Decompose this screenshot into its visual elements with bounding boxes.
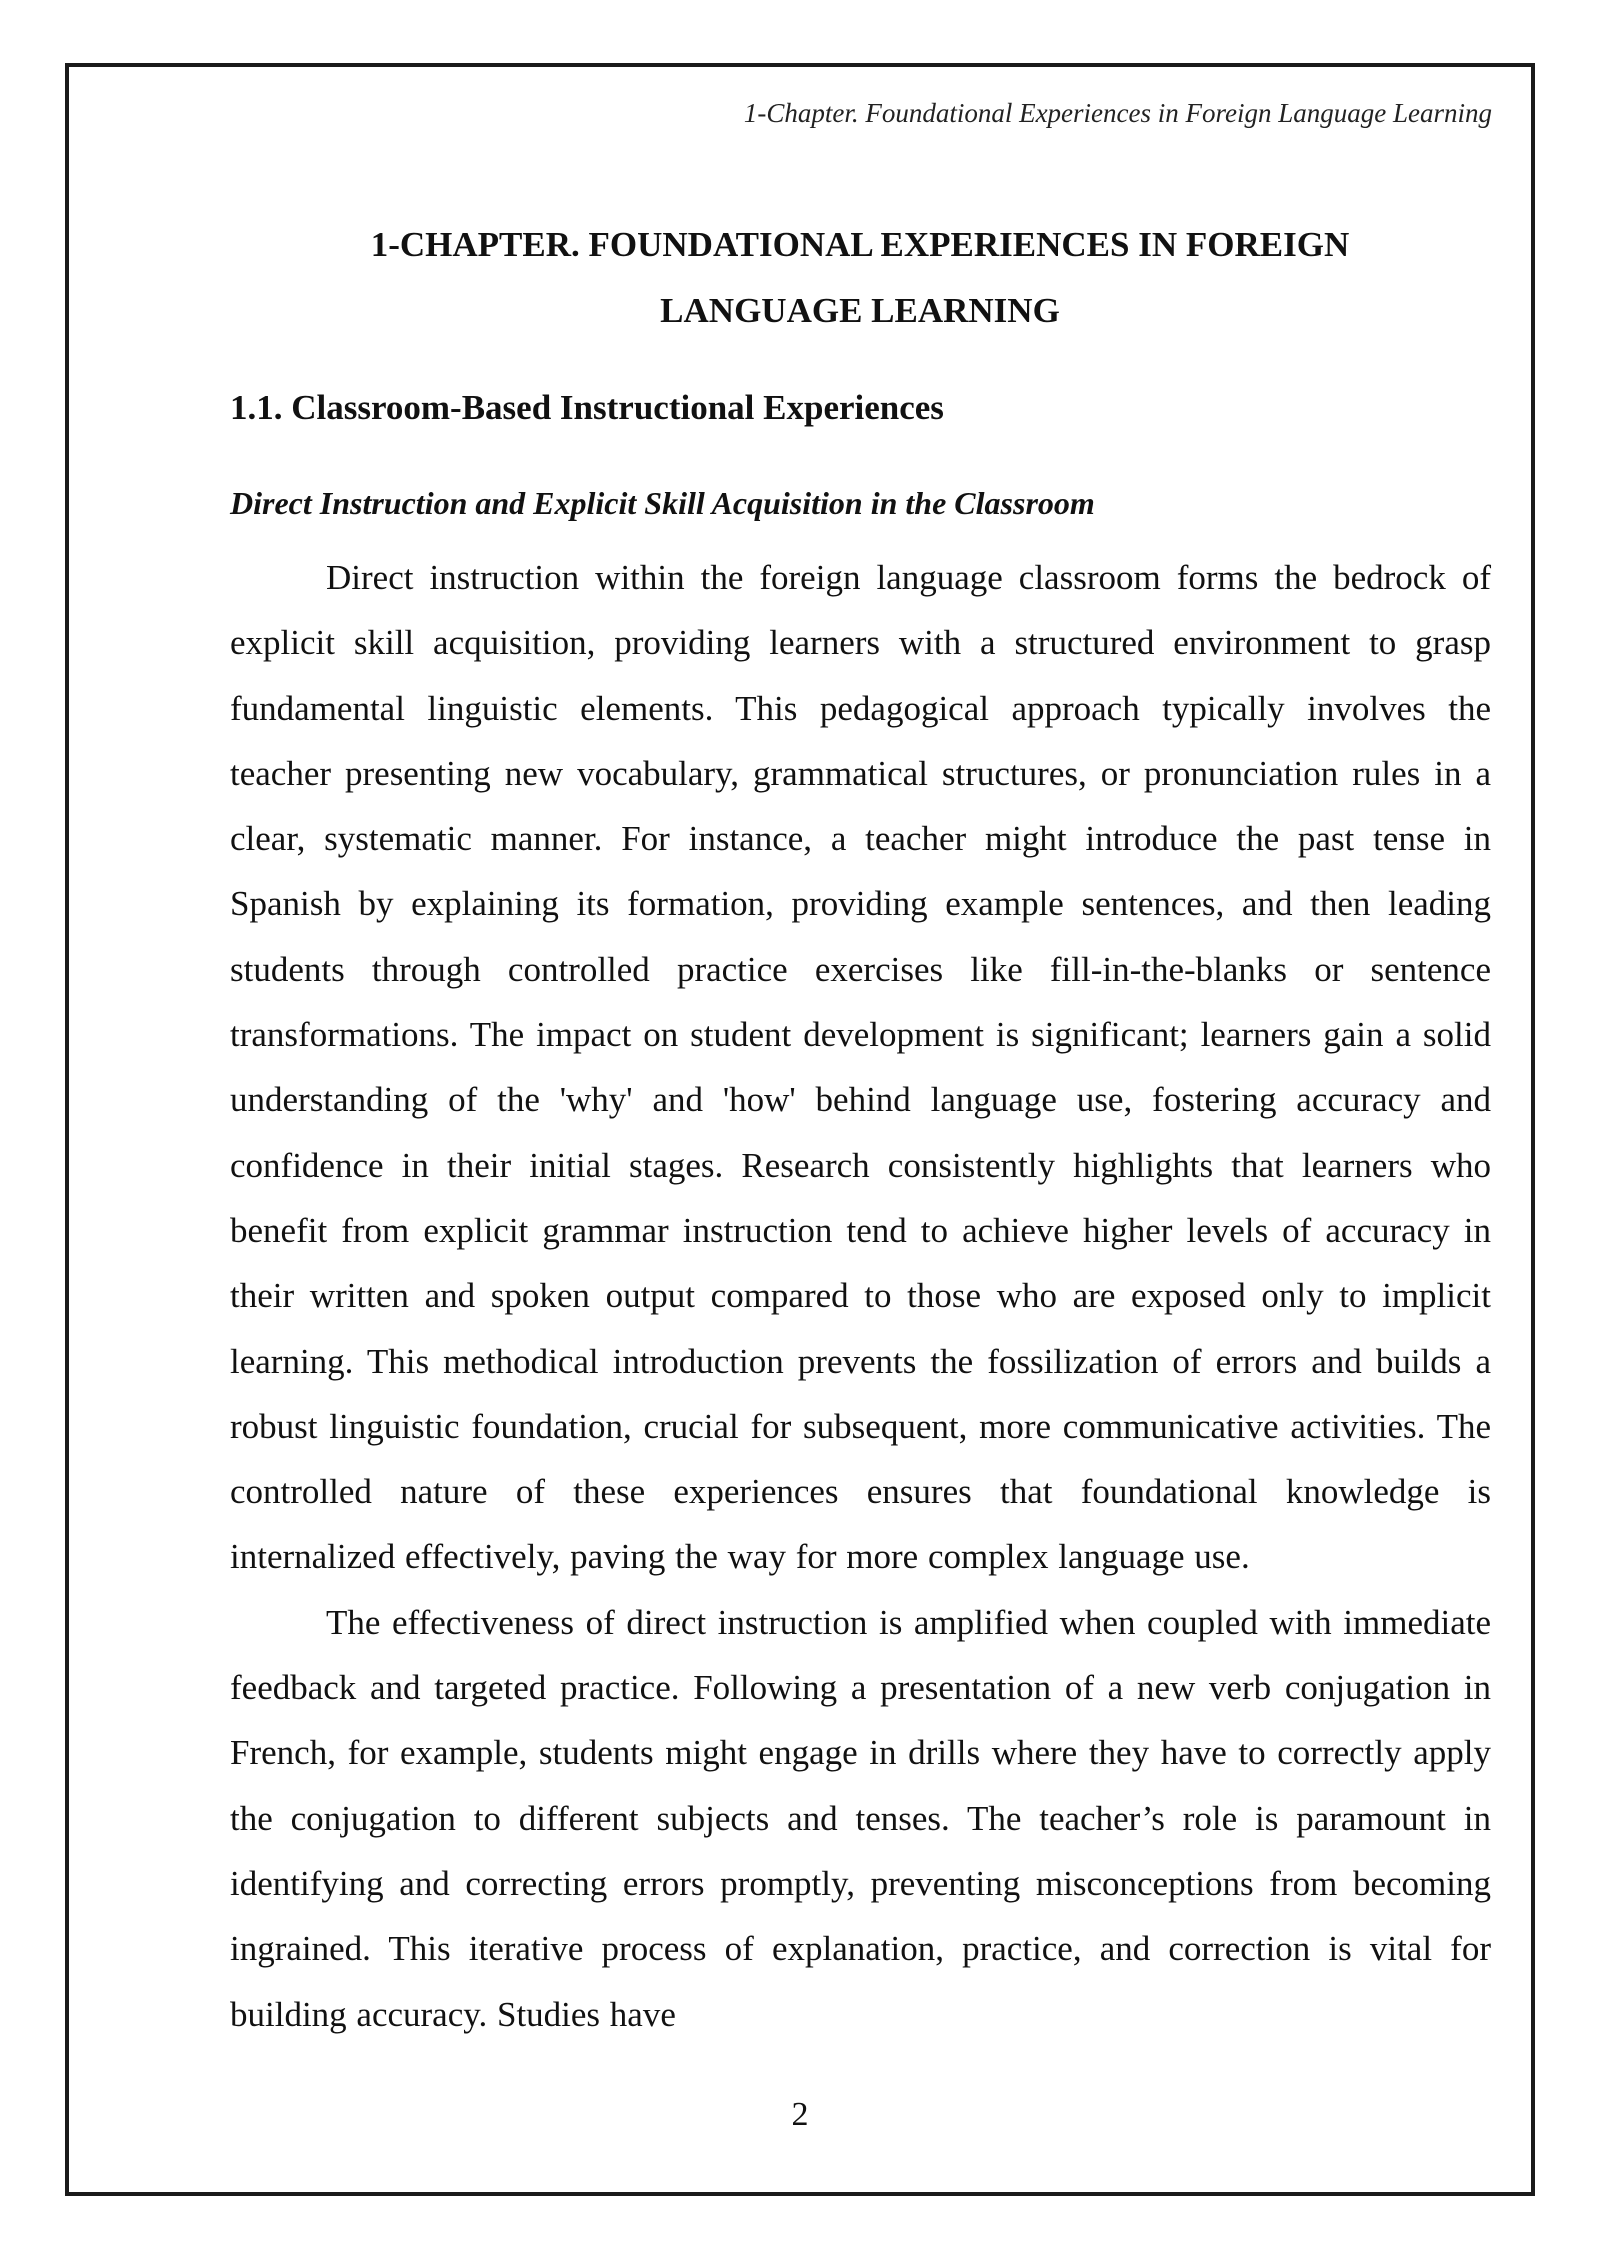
subsection-heading: Direct Instruction and Explicit Skill Acquisition in the Classroom (230, 485, 1095, 521)
section-heading: 1.1. Classroom-Based Instructional Experiences (230, 388, 944, 427)
chapter-title (230, 212, 1490, 344)
running-header: 1-Chapter. Foundational Experiences in Foreign Language Learning (743, 98, 1492, 128)
paragraph-1: Direct instruction within the foreign language classroom forms the bedrock of explicit skill acquisition, providing learners with a structured environment to grasp fundamental linguistic elements. This pedagogical approach typically involves the teacher presenting new vocabulary, grammatical structures, or pronunciation rules in a clear, systematic manner. For instance, a teacher might introduce the past tense in Spanish by explaining its formation, providing example sentences, and then leading students through controlled practice exercises like fill-in-the-blanks or sentence transformations. The impact on student development is significant; learners gain a solid understanding of the 'why' and 'how' behind language use, fostering accuracy and confidence in their initial stages. Research consistently highlights that learners who benefit from explicit grammar instruction tend to achieve higher levels of accuracy in their written and spoken output compared to those who are exposed only to implicit learning. This methodical introduction prevents the fossilization of errors and builds a robust linguistic foundation, crucial for subsequent, more communicative activities. The controlled nature of these experiences ensures that foundational knowledge is internalized effectively, paving the way for more complex language use. (230, 558, 1491, 1577)
chapter-title-line-1: 1-CHAPTER. FOUNDATIONAL EXPERIENCES IN FOREIGN (370, 225, 1350, 264)
chapter-title-line-2: LANGUAGE LEARNING (660, 291, 1060, 330)
body-text (230, 545, 1491, 2047)
paragraph-2: The effectiveness of direct instruction is amplified when coupled with immediate feedback and targeted practice. Following a presentation of a new verb conjugation in French, for example, students might engage in drills where they have to correctly apply the conjugation to different subjects and tenses. The teacher’s role is paramount in identifying and correcting errors promptly, preventing misconceptions from becoming ingrained. This iterative process of explanation, practice, and correction is vital for building accuracy. Studies have (230, 1602, 1491, 2034)
page-number: 2 (791, 2096, 809, 2133)
